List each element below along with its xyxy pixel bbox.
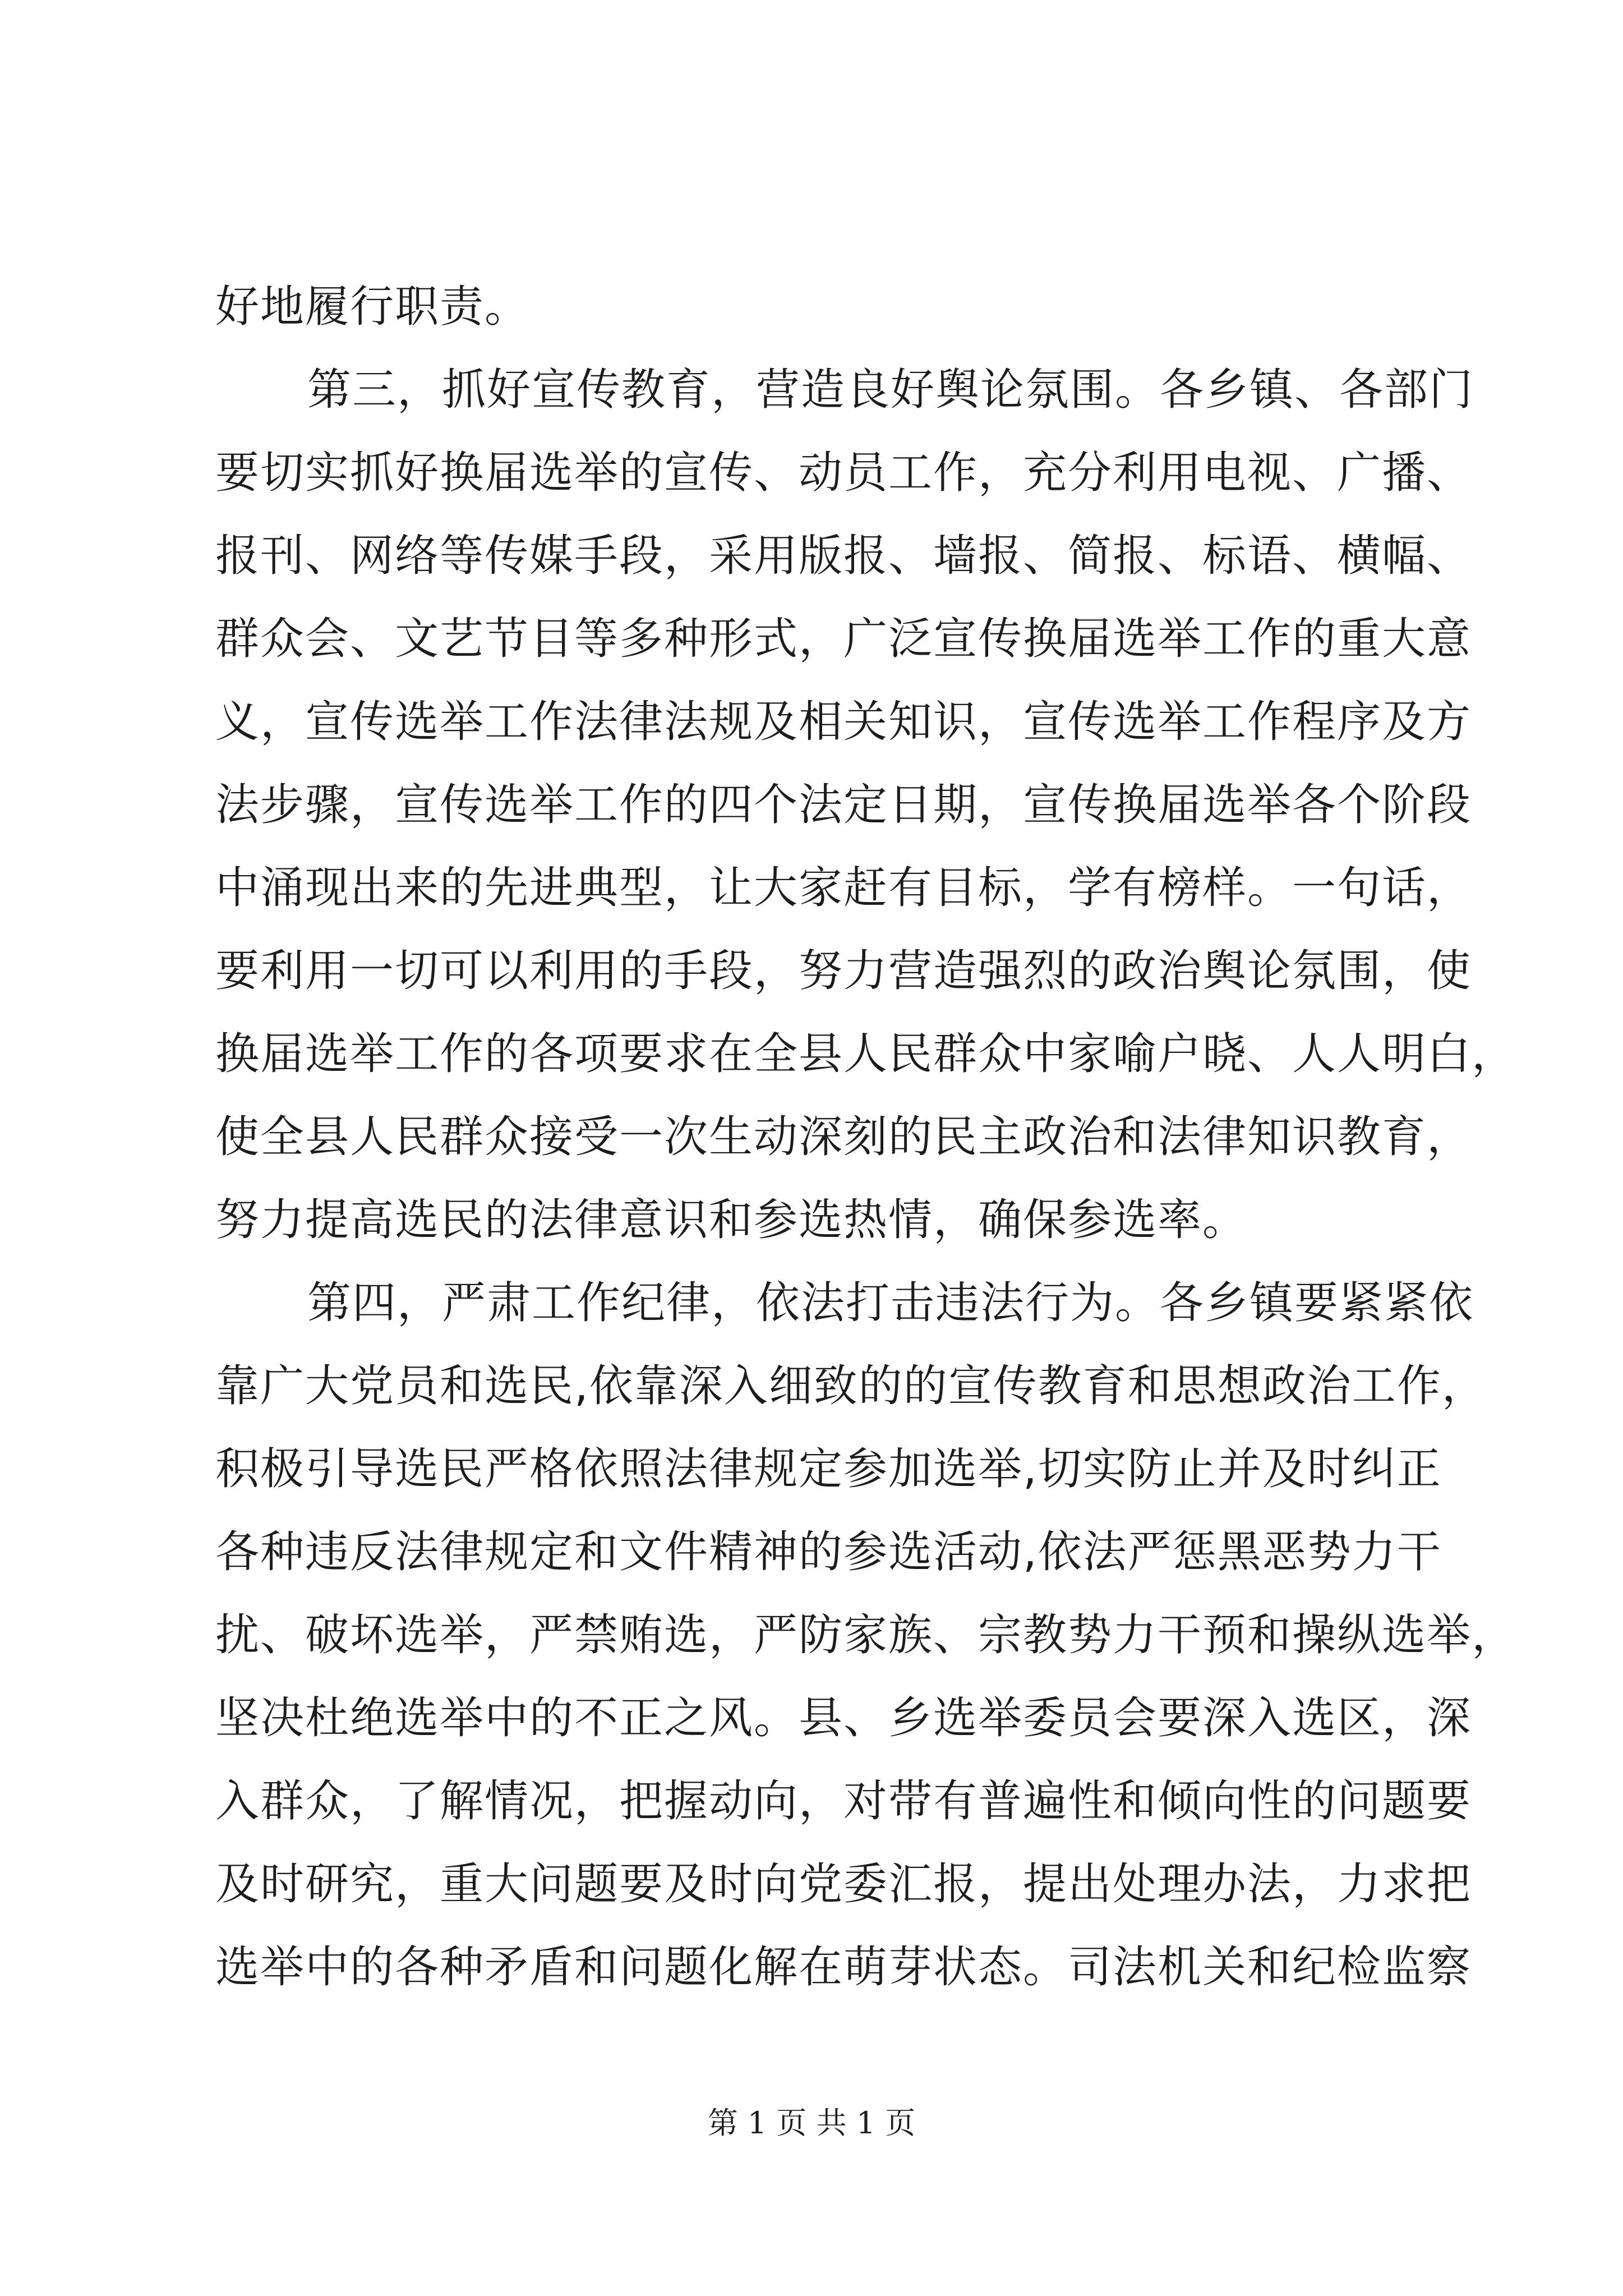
text-line: 法步骤，宣传选举工作的四个法定日期，宣传换届选举各个阶段	[215, 780, 1472, 830]
text-line: 换届选举工作的各项要求在全县人民群众中家喻户晓、人人明白，	[215, 1029, 1517, 1079]
text-line: 坚决杜绝选举中的不正之风。县、乡选举委员会要深入选区，深	[215, 1693, 1472, 1743]
text-line: 群众会、文艺节目等多种形式，广泛宣传换届选举工作的重大意	[215, 614, 1472, 664]
text-line: 努力提高选民的法律意识和参选热情，确保参选率。	[215, 1195, 1248, 1245]
text-line: 积极引导选民严格依照法律规定参加选举,切实防止并及时纠正	[215, 1444, 1442, 1494]
page-number-footer: 第 1 页 共 1 页	[707, 2105, 916, 2141]
paragraph-start-line: 第四，严肃工作纪律，依法打击违法行为。各乡镇要紧紧依	[307, 1278, 1474, 1328]
text-line: 报刊、网络等传媒手段，采用版报、墙报、简报、标语、横幅、	[215, 531, 1472, 581]
document-body	[215, 265, 1517, 2009]
text-line: 各种违反法律规定和文件精神的参选活动,依法严惩黑恶势力干	[215, 1527, 1442, 1577]
text-line: 靠广大党员和选民,依靠深入细致的的宣传教育和思想政治工作，	[215, 1361, 1487, 1411]
text-line: 好地履行职责。	[215, 282, 530, 332]
paragraph-start-line: 第三，抓好宣传教育，营造良好舆论氛围。各乡镇、各部门	[307, 365, 1474, 415]
text-line: 义，宣传选举工作法律法规及相关知识，宣传选举工作程序及方	[215, 697, 1472, 747]
text-line: 及时研究，重大问题要及时向党委汇报，提出处理办法，力求把	[215, 1859, 1472, 1910]
text-line: 选举中的各种矛盾和问题化解在萌芽状态。司法机关和纪检监察	[215, 1942, 1472, 1993]
text-line: 要切实抓好换届选举的宣传、动员工作，充分利用电视、广播、	[215, 448, 1472, 498]
text-line: 要利用一切可以利用的手段，努力营造强烈的政治舆论氛围，使	[215, 946, 1472, 996]
text-line: 使全县人民群众接受一次生动深刻的民主政治和法律知识教育，	[215, 1112, 1472, 1162]
text-line: 入群众，了解情况，把握动向，对带有普遍性和倾向性的问题要	[215, 1776, 1472, 1826]
text-line: 中涌现出来的先进典型，让大家赶有目标，学有榜样。一句话，	[215, 863, 1472, 913]
text-line: 扰、破坏选举，严禁贿选，严防家族、宗教势力干预和操纵选举，	[215, 1610, 1517, 1660]
